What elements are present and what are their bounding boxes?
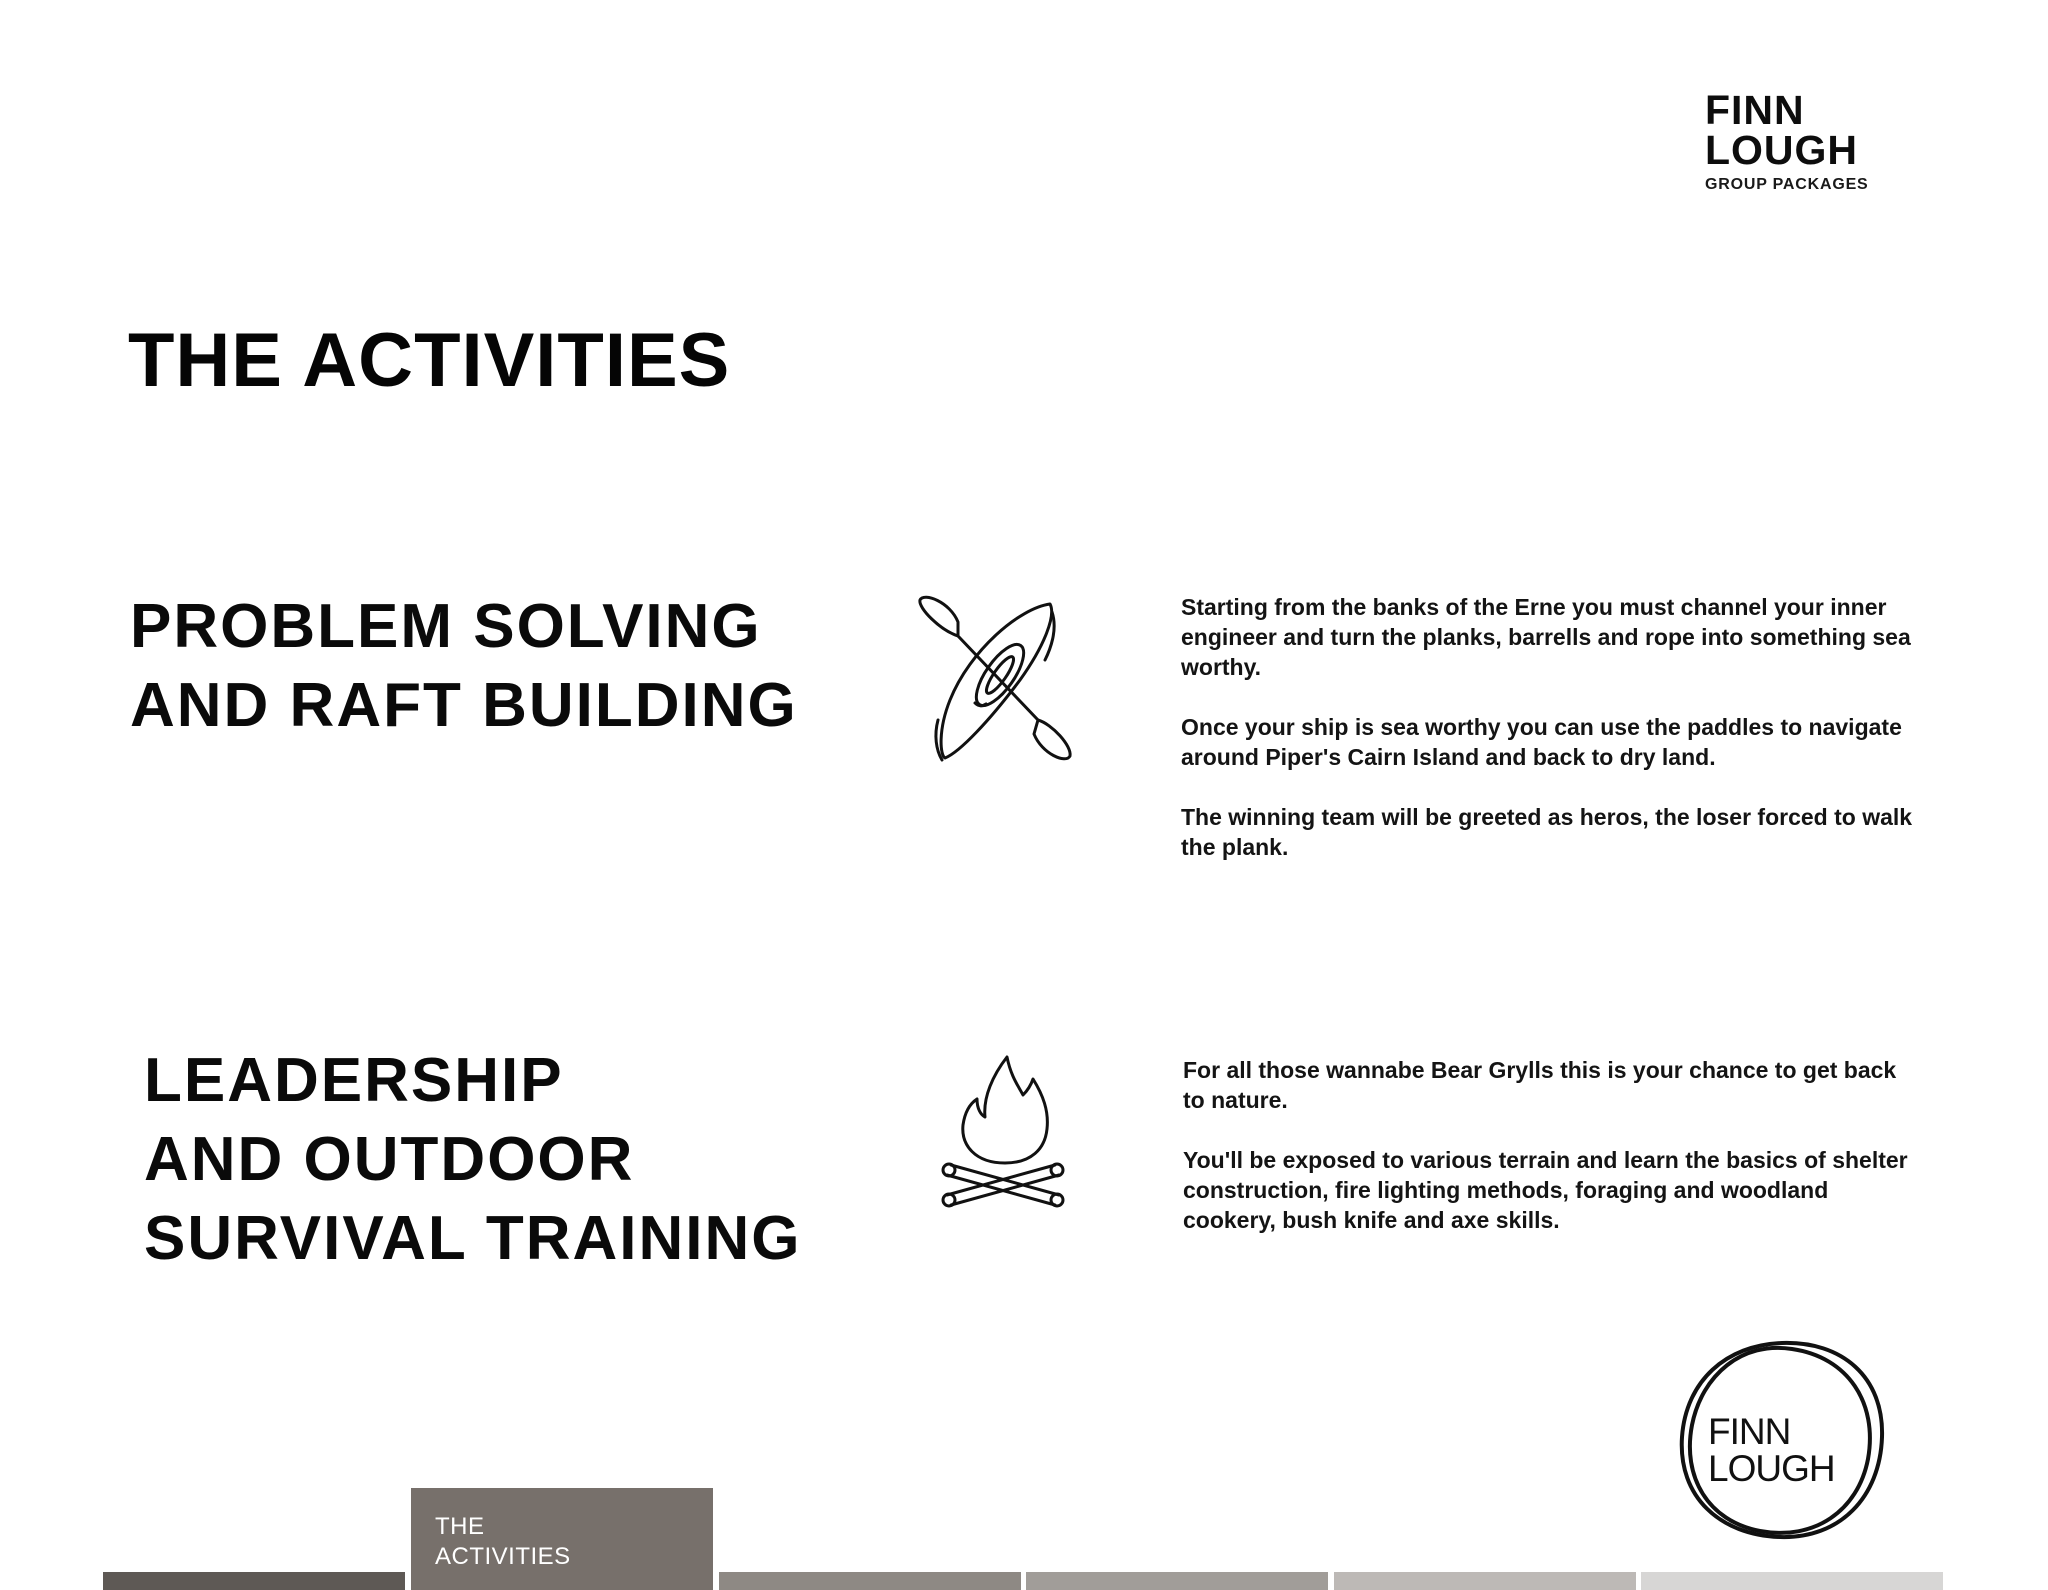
kayak-paddle-icon [900,590,1080,770]
nav-tab-label-line: ACTIVITIES [435,1543,571,1570]
description-paragraph: The winning team will be greeted as heros, the loser forced to walk the plank. [1181,804,1913,860]
campfire-icon [935,1045,1075,1225]
nav-tab-label [435,1512,571,1572]
nav-tab-1[interactable] [103,1572,405,1590]
activity-description-raft-building [1181,592,1921,892]
logo-line-1: FINN [1708,1411,1791,1452]
description-paragraph: Starting from the banks of the Erne you must channel your inner engineer and turn the planks, barrells and rope into something sea worthy. [1181,594,1911,680]
nav-tab-label-line: THE [435,1513,485,1540]
activity-title-line: LEADERSHIP [144,1046,564,1115]
nav-tab-3[interactable] [719,1572,1021,1590]
brand-subtitle: GROUP PACKAGES [1705,176,1869,193]
activity-title-raft-building [130,587,798,745]
brand-line-2: LOUGH [1705,127,1859,173]
activity-title-line: AND OUTDOOR [144,1125,635,1194]
activity-title-line: SURVIVAL TRAINING [144,1204,802,1273]
activity-title-survival-training [144,1041,802,1278]
brand-line-1: FINN [1705,87,1805,133]
nav-tab-5[interactable] [1334,1572,1636,1590]
page-title: THE ACTIVITIES [128,318,731,403]
finn-lough-logo [1672,1337,1892,1543]
description-paragraph: Once your ship is sea worthy you can use the paddles to navigate around Piper's Cairn Island and back to dry land. [1181,714,1902,770]
logo-wordmark [1708,1413,1835,1487]
nav-tab-the-activities[interactable] [411,1488,713,1590]
description-paragraph: You'll be exposed to various terrain and learn the basics of shelter construction, fire lighting methods, foraging and woodland cookery, bush knife and axe skills. [1183,1147,1908,1233]
activity-description-survival-training [1183,1055,1923,1265]
nav-tab-4[interactable] [1026,1572,1328,1590]
activity-title-line: PROBLEM SOLVING [130,592,762,661]
logo-line-2: LOUGH [1708,1448,1835,1489]
description-paragraph: For all those wannabe Bear Grylls this is your chance to get back to nature. [1183,1057,1897,1113]
activity-title-line: AND RAFT BUILDING [130,671,798,740]
brand-header [1705,87,1965,194]
nav-tab-6[interactable] [1641,1572,1943,1590]
